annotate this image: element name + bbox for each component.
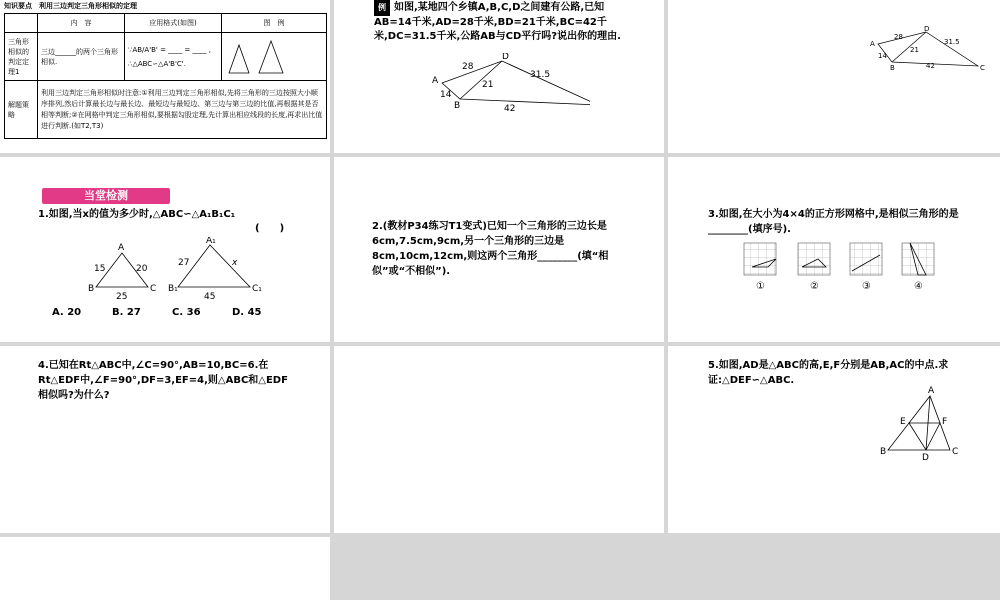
q1-label-bc: 25 [116,292,128,302]
slide-blank-bottom [0,537,330,600]
q1-text: 1.如图,当x的值为多少时,△ABC∽△A₁B₁C₁ [38,209,236,220]
row2-text: 利用三边判定三角形相似时注意:①利用三边判定三角形相似,先将三角形的三边按照大小顺序排列,然后计算最长边与最长边、最短边与最短边、第三边与第三边的比值,再根据其是否相等判断;②在网格中判定三角形相似,要根据勾股定理,先计算出相应线段的长度,再求出比值进行判断.(如T2,T3) [38,81,327,139]
row1-content: 三边______的两个三角形相似. [38,33,125,81]
knowledge-table [4,13,327,139]
slide-q5 [668,346,1000,533]
q3-grids [742,241,972,295]
slide-example [334,0,664,153]
q5-label-C: C [952,447,959,457]
q5-label-B: B [880,447,887,457]
ex-label-bc: 42 [504,104,516,113]
svg-text:D: D [924,25,930,33]
knowledge-heading: 知识要点 利用三边判定三角形相似的定理 [4,2,137,10]
example-tag: 例 [374,0,390,16]
ex-label-D: D [502,53,509,62]
in-class-test-banner: 当堂检测 [42,188,170,204]
example-figure [430,53,590,113]
q1-label-B1: B₁ [168,284,178,294]
slide-blank-middle [334,346,664,533]
ex-label-ab: 14 [440,90,452,100]
q1-label-C1: C₁ [252,284,262,294]
grid-label-2: ② [810,281,819,292]
q4-text: 4.已知在Rt△ABC中,∠C=90°,AB=10,BC=6.在Rt△EDF中,∠F=90°,DF=3,EF=4,则△ABC和△EDF相似吗?为什么? [38,360,288,401]
grid-label-4: ④ [914,281,923,292]
q3-text: 3.如图,在大小为4×4的正方形网格中,是相似三角形的是________(填序号). [708,209,959,235]
row1-figure [222,33,327,81]
svg-text:42: 42 [926,62,935,70]
svg-text:C: C [980,64,985,72]
q1-figure [80,237,330,307]
slide-q4 [0,346,330,533]
q1-label-ab: 15 [94,264,106,274]
slide-q1 [0,157,330,342]
answer-figure [868,24,988,74]
q1-option-d[interactable]: D. 45 [232,307,262,318]
q1-answer-paren: ( ) [255,223,285,234]
q5-text: 5.如图,AD是△ABC的高,E,F分别是AB,AC的中点.求证:△DEF∽△ABC. [708,360,949,386]
col-format-header: 应用格式(如图) [125,14,222,33]
example-text: 例 如图,某地四个乡镇A,B,C,D之间建有公路,已知AB=14千米,AD=28千米,BD=21千米,BC=42千米,DC=31.5千米,公路AB与CD平行吗?说出你的理由. [374,2,621,42]
q1-label-ac: 20 [136,264,148,274]
q1-option-a[interactable]: A. 20 [52,307,82,318]
q1-label-27: 27 [178,258,190,268]
q1-label-A1: A₁ [206,237,216,246]
q1-label-45: 45 [204,292,216,302]
q1-label-A: A [118,243,125,253]
q5-label-D: D [922,453,929,463]
q1-label-C: C [150,284,157,294]
svg-text:21: 21 [910,46,919,54]
q1-label-B: B [88,284,95,294]
slide-knowledge [0,0,330,153]
similar-triangles-figure [225,35,311,77]
slide-q2 [334,157,664,342]
q5-figure [874,384,964,464]
col-figure-header: 图 例 [222,14,327,33]
row1-format: ∵AB/A'B' = ____ = ____ , ∴△ABC∽△A'B'C'. [125,33,222,81]
svg-text:A: A [870,40,875,48]
slide-example-answer [668,0,1000,153]
slide-q3 [668,157,1000,342]
svg-text:14: 14 [878,52,887,60]
q1-label-x: x [232,258,238,268]
row1-label: 三角形相似的判定定理1 [5,33,38,81]
grid-2 [798,243,830,275]
ex-label-B: B [454,101,461,111]
q1-option-b[interactable]: B. 27 [112,307,141,318]
q5-label-E: E [900,417,906,427]
svg-text:28: 28 [894,33,903,41]
grid-label-3: ③ [862,281,871,292]
ex-label-dc: 31.5 [530,70,551,80]
grid-1 [744,243,776,275]
q5-label-A: A [928,386,935,396]
ex-label-bd: 21 [482,80,494,90]
grid-label-1: ① [756,281,765,292]
svg-text:31.5: 31.5 [944,38,960,46]
q1-option-c[interactable]: C. 36 [172,307,201,318]
q5-label-F: F [942,417,948,427]
ex-label-ad: 28 [462,62,474,72]
ex-label-A: A [432,76,439,86]
svg-text:B: B [890,64,895,72]
q2-text: 2.(教材P34练习T1变式)已知一个三角形的三边长是6cm,7.5cm,9cm,另一个三角形的三边是8cm,10cm,12cm,则这两个三角形________(填“相似”或“不相似”). [372,221,609,277]
row2-label: 解题策略 [5,81,38,139]
grid-3 [850,243,882,275]
col-content-header: 内 容 [38,14,125,33]
grid-4 [902,243,934,275]
